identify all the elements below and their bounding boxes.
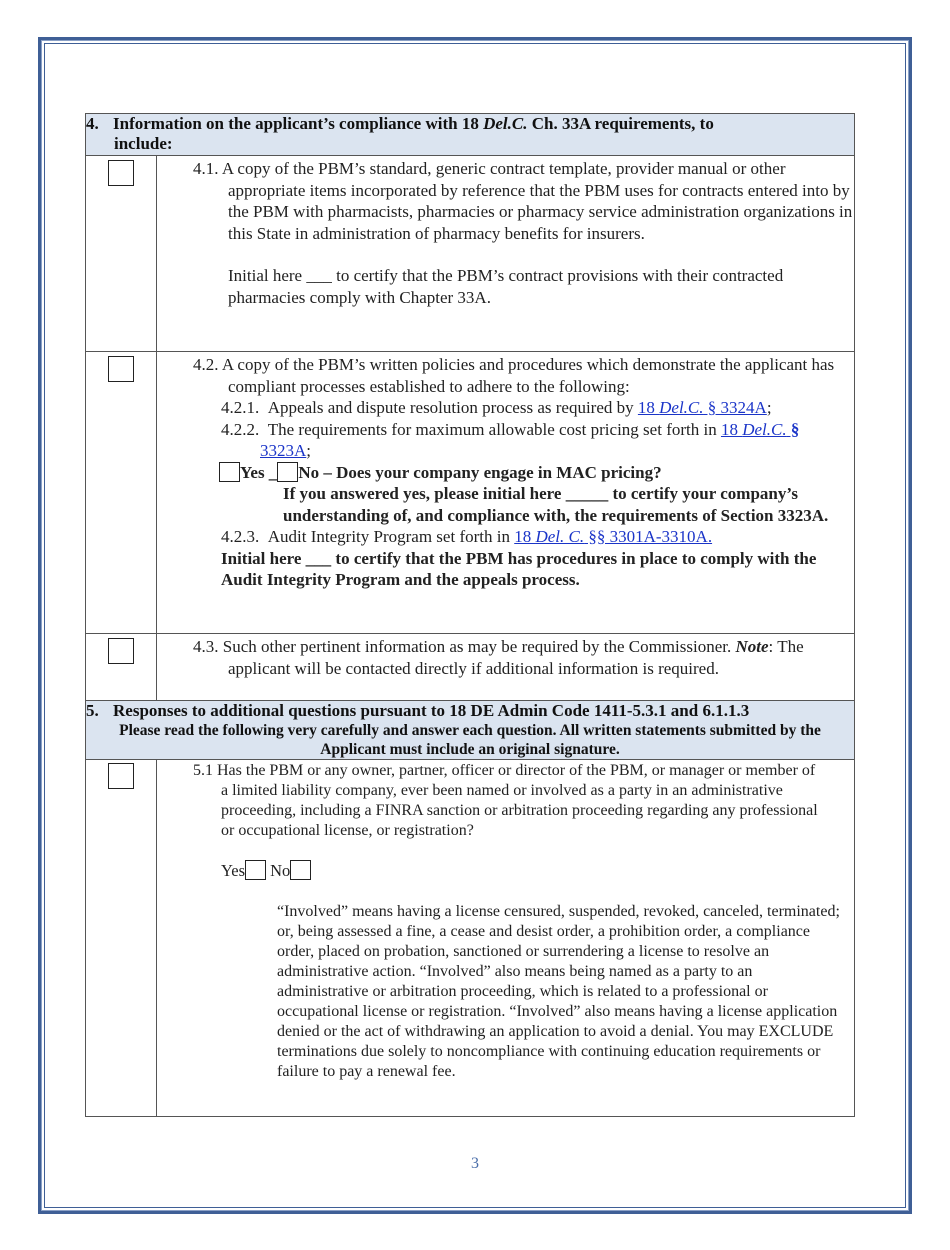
link-text-italic: Del. C. — [535, 527, 585, 546]
item-4-1-text — [157, 156, 854, 244]
page-number: 3 — [471, 1155, 479, 1172]
no-label: No — [270, 861, 291, 880]
item-number: 4.3. — [193, 637, 219, 656]
item-description: A copy of the PBM’s standard, generic contract template, provider manual or other appropriate items incorporated by reference that the PBM uses for contracts entered into by the PBM with pharmacists, pharmacies or pharmacy service administration organizations in this State in administration of pharmacy benefits for insurers. — [221, 159, 853, 243]
checkbox-cell — [86, 760, 157, 1117]
link-text-2: 3323A — [260, 441, 307, 460]
item-5-1-row — [86, 760, 855, 1117]
section-5-header — [86, 701, 855, 760]
item-5-1-text — [157, 760, 854, 841]
item-4-2-row — [86, 352, 855, 634]
section-5-instructions: Please read the following very carefully and answer each question. All written statements submitted by the Applicant must include an original signature. — [119, 722, 821, 758]
item-number: 4.2. — [193, 355, 219, 374]
item-4-3-checkbox[interactable] — [108, 638, 134, 664]
section-title-italic: Del.C. — [483, 114, 528, 133]
item-number: 5.1 — [193, 762, 213, 779]
section-number: 5. — [86, 701, 99, 720]
item-question: Has the PBM or any owner, partner, officer or director of the PBM, or manager or member of a limited liability company, ever been named or involved as a party in an administrative proceeding, including a FINRA sanction or arbitration proceeding regarding any professional or occupational license, or registration? — [217, 762, 818, 839]
statute-3301a-link[interactable] — [514, 527, 712, 546]
item-description-2: : The applicant will be contacted directly if additional information is required. — [228, 637, 804, 678]
section-5-title — [86, 701, 854, 721]
section-5-header-row — [86, 701, 855, 760]
section-title-text: Responses to additional questions pursuant to 18 DE Admin Code 1411-5.3.1 and 6.1.1.3 — [113, 701, 750, 720]
item-4-2-checkbox[interactable] — [108, 356, 134, 382]
item-4-3-row — [86, 634, 855, 701]
subitem-text: Audit Integrity Program set forth in — [267, 527, 515, 546]
item-description: Such other pertinent information as may be required by the Commissioner. — [222, 637, 736, 656]
mac-yes-checkbox[interactable] — [219, 462, 240, 482]
subitem-text: The requirements for maximum allowable cost pricing set forth in — [267, 419, 721, 439]
section-number: 4. — [86, 114, 99, 133]
item-4-1-row — [86, 156, 855, 352]
no-checkbox[interactable] — [290, 860, 311, 880]
checkbox-cell — [86, 156, 157, 352]
mac-certify-text: If you answered yes, please initial here _____ to certify your company’s understanding of, and compliance with, the requirements of Section 3323A. — [283, 484, 829, 525]
yes-checkbox[interactable] — [245, 860, 266, 880]
punctuation: ; — [766, 398, 772, 417]
subitem-number: 4.2.1. — [221, 398, 260, 417]
item-5-1-answer — [157, 860, 854, 881]
item-4-3-text — [157, 634, 854, 679]
punctuation: ; — [306, 441, 312, 460]
link-section-symbol: § — [786, 419, 800, 439]
item-4-2-text — [157, 352, 854, 397]
item-4-1-content — [157, 156, 855, 352]
item-description: A copy of the PBM’s written policies and procedures which demonstrate the applicant has compliant processes established to adhere to the following: — [221, 355, 835, 396]
link-text: 18 — [514, 527, 536, 546]
section-title-text: Information on the applicant’s compliance with 18 — [113, 114, 484, 133]
mac-question-text: No – Does your company engage in MAC pricing? — [298, 462, 662, 482]
link-text-2: § 3324A — [703, 398, 767, 417]
link-text-italic: Del.C. — [659, 398, 704, 417]
involved-definition: “Involved” means having a license censured, suspended, revoked, canceled, terminated; or, being assessed a fine, a cease and desist order, a prohibition order, a compliance order, placed on probation, sanctioned or surrendering a license to resolve an administrative action. “Involved” also means being named as a party to an administrative or arbitration proceeding, which is related to a professional or occupational license or registration. “Involved” also means having a license application denied or the act of withdrawing an application to avoid a denial. You may EXCLUDE terminations due solely to noncompliance with continuing education requirements or failure to pay a renewal fee. — [277, 903, 840, 1080]
statute-3324a-link[interactable] — [638, 398, 767, 417]
checkbox-cell — [86, 352, 157, 634]
section-4-header — [86, 114, 855, 156]
link-text-italic: Del.C. — [742, 419, 787, 439]
item-5-1-content — [157, 760, 855, 1117]
link-text-2: §§ 3301A-3310A. — [584, 527, 713, 546]
item-4-1-checkbox[interactable] — [108, 160, 134, 186]
item-4-2-3 — [157, 526, 854, 548]
item-4-2-content — [157, 352, 855, 634]
section-4-header-row — [86, 114, 855, 156]
audit-certify-text: Initial here ___ to certify that the PBM has procedures in place to comply with the Audit Integrity Program and the appeals process. — [221, 548, 817, 589]
subitem-number: 4.2.2. — [221, 419, 260, 439]
mac-no-checkbox[interactable] — [277, 462, 298, 482]
item-4-1-certify: Initial here ___ to certify that the PBM’s contract provisions with their contracted pharmacies comply with Chapter 33A. — [228, 266, 784, 307]
note-label: Note — [735, 637, 769, 656]
item-5-1-checkbox[interactable] — [108, 763, 134, 789]
mac-pricing-question — [157, 462, 854, 484]
application-form-table — [85, 113, 855, 1117]
yes-label: Yes — [221, 861, 246, 880]
checkbox-cell — [86, 634, 157, 701]
section-title-continued: include: — [114, 134, 173, 153]
item-4-2-2 — [157, 419, 854, 462]
subitem-number: 4.2.3. — [221, 527, 260, 546]
item-4-3-content — [157, 634, 855, 701]
link-text: 18 — [720, 419, 743, 439]
item-number: 4.1. — [193, 159, 219, 178]
section-title-text-2: Ch. 33A requirements, to — [527, 114, 714, 133]
mac-yes-label: Yes _ — [240, 462, 278, 482]
subitem-text: Appeals and dispute resolution process as required by — [267, 398, 638, 417]
item-4-2-1 — [157, 397, 854, 419]
link-text: 18 — [637, 398, 660, 417]
